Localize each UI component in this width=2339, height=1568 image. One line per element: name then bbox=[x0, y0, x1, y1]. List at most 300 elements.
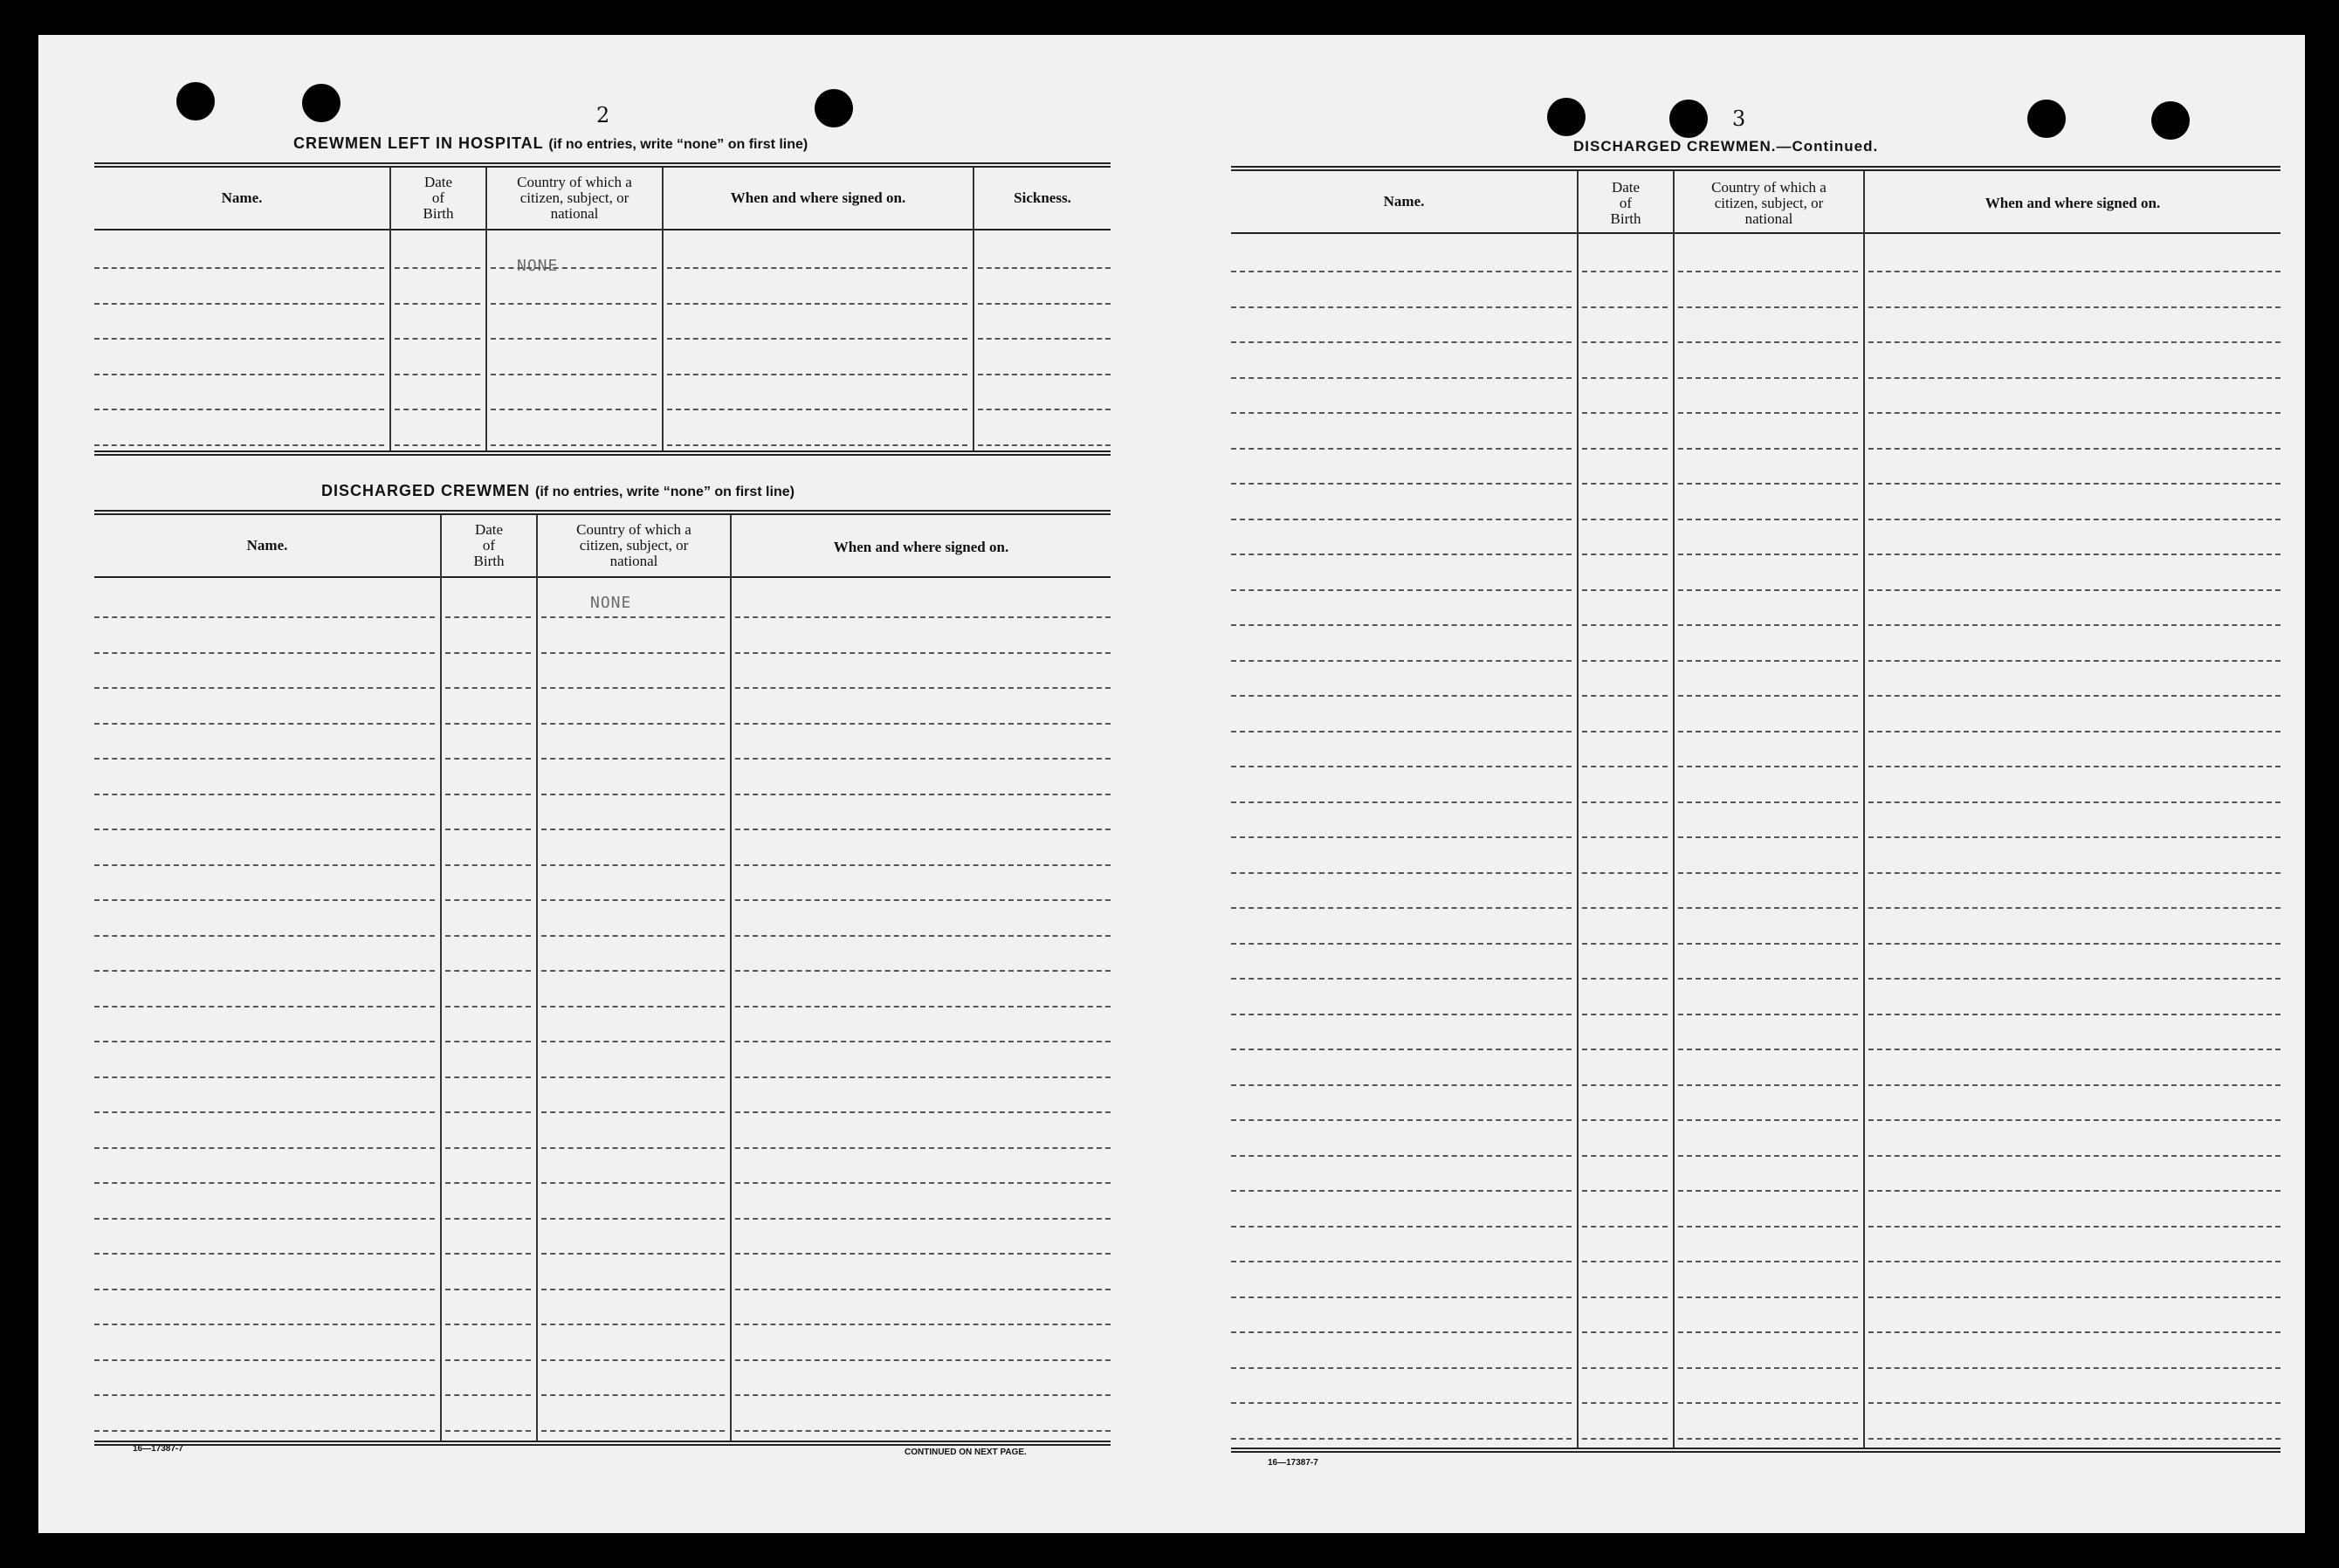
ruled-line bbox=[94, 970, 435, 972]
ruled-line bbox=[1582, 306, 1668, 308]
discharged-col-dob: Date of Birth bbox=[473, 521, 505, 569]
ruled-line bbox=[395, 444, 480, 446]
ruled-line bbox=[541, 1359, 725, 1361]
ruled-line bbox=[1868, 1084, 2281, 1086]
ruled-line bbox=[445, 1324, 531, 1325]
ruled-line bbox=[1868, 483, 2281, 485]
ruled-line bbox=[94, 616, 435, 618]
ruled-line bbox=[541, 1147, 725, 1149]
discharged-header-rule bbox=[94, 576, 1111, 578]
ruled-line bbox=[1678, 519, 1858, 520]
ruled-line bbox=[1868, 695, 2281, 697]
ruled-line bbox=[1678, 1190, 1858, 1192]
right-col-signed: When and where signed on. bbox=[1985, 195, 2161, 211]
ruled-line bbox=[1868, 907, 2281, 909]
ruled-line bbox=[1231, 1014, 1572, 1015]
ruled-line bbox=[1868, 1119, 2281, 1121]
ruled-line bbox=[1582, 1331, 1668, 1333]
ruled-line bbox=[1868, 1402, 2281, 1404]
ruled-line bbox=[1678, 1296, 1858, 1298]
ruled-line bbox=[1231, 341, 1572, 343]
ruled-line bbox=[735, 1076, 1111, 1078]
ruled-line bbox=[94, 1394, 435, 1396]
ruled-line bbox=[735, 758, 1111, 760]
ruled-line bbox=[94, 1076, 435, 1078]
ruled-line bbox=[541, 1182, 725, 1184]
ruled-line bbox=[445, 1076, 531, 1078]
ruled-line bbox=[1678, 660, 1858, 662]
left-page-number: 2 bbox=[596, 103, 610, 127]
ruled-line bbox=[94, 758, 435, 760]
right-col-country: Country of which a citizen, subject, or national bbox=[1711, 179, 1826, 227]
ruled-line bbox=[1678, 836, 1858, 838]
ruled-line bbox=[395, 409, 480, 410]
ruled-line bbox=[541, 1218, 725, 1220]
ruled-line bbox=[1678, 377, 1858, 379]
ruled-line bbox=[541, 1394, 725, 1396]
ruled-line bbox=[1582, 271, 1668, 272]
discharged-col-signed: When and where signed on. bbox=[833, 539, 1009, 555]
ruled-line bbox=[1868, 412, 2281, 414]
ruled-line bbox=[1231, 1261, 1572, 1262]
ruled-line bbox=[1678, 1261, 1858, 1262]
ruled-line bbox=[94, 723, 435, 725]
ruled-line bbox=[1582, 624, 1668, 626]
ruled-line bbox=[978, 409, 1111, 410]
right-page-number: 3 bbox=[1732, 107, 1746, 131]
ruled-line bbox=[735, 1324, 1111, 1325]
ruled-line bbox=[1582, 1049, 1668, 1050]
ruled-line bbox=[1231, 836, 1572, 838]
ruled-line bbox=[1678, 1438, 1858, 1440]
ruled-line bbox=[445, 1430, 531, 1432]
hospital-col-dob: Date of Birth bbox=[423, 174, 454, 222]
ruled-line bbox=[1868, 377, 2281, 379]
right-header-rule bbox=[1231, 232, 2281, 234]
ruled-line bbox=[445, 1111, 531, 1113]
ruled-line bbox=[1582, 1226, 1668, 1228]
ruled-line bbox=[978, 444, 1111, 446]
discharged-col-country: Country of which a citizen, subject, or national bbox=[576, 521, 691, 569]
ruled-line bbox=[1582, 519, 1668, 520]
ruled-line bbox=[735, 899, 1111, 901]
ruled-line bbox=[1678, 1049, 1858, 1050]
punch-hole bbox=[176, 82, 215, 120]
ruled-line bbox=[94, 864, 435, 866]
ruled-line bbox=[1678, 1155, 1858, 1157]
ruled-line bbox=[445, 616, 531, 618]
ruled-line bbox=[491, 338, 657, 340]
ruled-line bbox=[667, 444, 967, 446]
ruled-line bbox=[445, 829, 531, 830]
hospital-title-note: (if no entries, write “none” on first line) bbox=[548, 137, 808, 152]
ruled-line bbox=[1582, 978, 1668, 980]
ruled-line bbox=[94, 1111, 435, 1113]
ruled-line bbox=[445, 723, 531, 725]
ruled-line bbox=[1678, 766, 1858, 767]
ruled-line bbox=[1582, 554, 1668, 555]
ruled-line bbox=[541, 758, 725, 760]
ruled-line bbox=[1231, 1226, 1572, 1228]
ruled-line bbox=[1231, 271, 1572, 272]
ruled-line bbox=[94, 935, 435, 937]
ruled-line bbox=[667, 303, 967, 305]
ruled-line bbox=[735, 970, 1111, 972]
discharged-col-name: Name. bbox=[246, 537, 288, 554]
ruled-line bbox=[1231, 695, 1572, 697]
ruled-line bbox=[445, 1182, 531, 1184]
hospital-section-title bbox=[293, 134, 808, 153]
right-col-divider bbox=[1673, 171, 1675, 1448]
hospital-col-name: Name. bbox=[221, 189, 263, 206]
ruled-line bbox=[1868, 801, 2281, 803]
ruled-line bbox=[667, 409, 967, 410]
ruled-line bbox=[1231, 412, 1572, 414]
ruled-line bbox=[735, 1111, 1111, 1113]
ruled-line bbox=[1582, 801, 1668, 803]
ruled-line bbox=[978, 374, 1111, 375]
ruled-line bbox=[735, 1041, 1111, 1042]
ruled-line bbox=[1678, 306, 1858, 308]
ruled-line bbox=[1678, 731, 1858, 732]
discharged-title-note: (if no entries, write “none” on first line) bbox=[535, 485, 795, 499]
ruled-line bbox=[1678, 695, 1858, 697]
ruled-line bbox=[1868, 306, 2281, 308]
ruled-line bbox=[1231, 1155, 1572, 1157]
ruled-line bbox=[735, 1006, 1111, 1008]
right-section-title: DISCHARGED CREWMEN.—Continued. bbox=[1573, 138, 1879, 155]
ruled-line bbox=[1582, 448, 1668, 450]
punch-hole bbox=[2027, 100, 2066, 138]
ruled-line bbox=[94, 444, 384, 446]
ruled-line bbox=[735, 723, 1111, 725]
ruled-line bbox=[1231, 589, 1572, 591]
ruled-line bbox=[667, 374, 967, 375]
ruled-line bbox=[1868, 1261, 2281, 1262]
discharged-col-divider bbox=[440, 515, 442, 1441]
ruled-line bbox=[1678, 483, 1858, 485]
ruled-line bbox=[94, 1289, 435, 1290]
ruled-line bbox=[445, 758, 531, 760]
ruled-line bbox=[1231, 1119, 1572, 1121]
ruled-line bbox=[1868, 766, 2281, 767]
ruled-line bbox=[735, 1394, 1111, 1396]
ruled-line bbox=[1868, 448, 2281, 450]
ruled-line bbox=[735, 1430, 1111, 1432]
ruled-line bbox=[1231, 1296, 1572, 1298]
discharged-table-bottom-rule bbox=[94, 1441, 1111, 1446]
ruled-line bbox=[445, 794, 531, 795]
ruled-line bbox=[94, 1218, 435, 1220]
ruled-line bbox=[1868, 589, 2281, 591]
ruled-line bbox=[1582, 1402, 1668, 1404]
ruled-line bbox=[491, 303, 657, 305]
ruled-line bbox=[395, 267, 480, 269]
ruled-line bbox=[541, 829, 725, 830]
ruled-line bbox=[1582, 1261, 1668, 1262]
ruled-line bbox=[1868, 660, 2281, 662]
ruled-line bbox=[1582, 731, 1668, 732]
ruled-line bbox=[1678, 554, 1858, 555]
ruled-line bbox=[395, 338, 480, 340]
ruled-line bbox=[94, 267, 384, 269]
ruled-line bbox=[1678, 1367, 1858, 1369]
ruled-line bbox=[94, 794, 435, 795]
ruled-line bbox=[94, 829, 435, 830]
ruled-line bbox=[94, 1147, 435, 1149]
right-col-name: Name. bbox=[1383, 193, 1425, 210]
ruled-line bbox=[94, 374, 384, 375]
ruled-line bbox=[735, 1359, 1111, 1361]
ruled-line bbox=[1231, 907, 1572, 909]
ruled-line bbox=[1868, 624, 2281, 626]
ruled-line bbox=[667, 267, 967, 269]
ruled-line bbox=[735, 864, 1111, 866]
ruled-line bbox=[94, 652, 435, 654]
ruled-line bbox=[1868, 1190, 2281, 1192]
ruled-line bbox=[94, 303, 384, 305]
ruled-line bbox=[1231, 1331, 1572, 1333]
ruled-line bbox=[1868, 836, 2281, 838]
ruled-line bbox=[1582, 872, 1668, 874]
discharged-table-top-rule bbox=[94, 510, 1111, 515]
right-col-divider bbox=[1863, 171, 1865, 1448]
ruled-line bbox=[1678, 1402, 1858, 1404]
ruled-line bbox=[541, 1111, 725, 1113]
ruled-line bbox=[541, 899, 725, 901]
ruled-line bbox=[1231, 1402, 1572, 1404]
right-table-top-rule bbox=[1231, 166, 2281, 171]
ruled-line bbox=[735, 1182, 1111, 1184]
ruled-line bbox=[1868, 554, 2281, 555]
ruled-line bbox=[1231, 660, 1572, 662]
ruled-line bbox=[1582, 589, 1668, 591]
ruled-line bbox=[491, 267, 657, 269]
ruled-line bbox=[1868, 1014, 2281, 1015]
discharged-section-title bbox=[321, 482, 795, 500]
ruled-line bbox=[445, 935, 531, 937]
ruled-line bbox=[735, 1253, 1111, 1255]
ruled-line bbox=[1582, 1367, 1668, 1369]
ruled-line bbox=[94, 1041, 435, 1042]
hospital-col-sickness: Sickness. bbox=[1014, 189, 1071, 206]
ruled-line bbox=[1678, 1226, 1858, 1228]
ruled-line bbox=[541, 616, 725, 618]
punch-hole bbox=[2151, 101, 2190, 140]
ruled-line bbox=[1678, 448, 1858, 450]
right-table-bottom-rule bbox=[1231, 1448, 2281, 1453]
ruled-line bbox=[445, 1289, 531, 1290]
ruled-line bbox=[1868, 1049, 2281, 1050]
ruled-line bbox=[1678, 271, 1858, 272]
ruled-line bbox=[445, 1147, 531, 1149]
hospital-col-country: Country of which a citizen, subject, or national bbox=[517, 174, 632, 222]
ruled-line bbox=[1678, 978, 1858, 980]
ruled-line bbox=[1582, 766, 1668, 767]
ruled-line bbox=[1231, 554, 1572, 555]
left-form-number: 16—17387-7 bbox=[133, 1444, 183, 1454]
ruled-line bbox=[541, 1076, 725, 1078]
ruled-line bbox=[395, 303, 480, 305]
ruled-line bbox=[541, 1289, 725, 1290]
ruled-line bbox=[395, 374, 480, 375]
ruled-line bbox=[1582, 943, 1668, 945]
ruled-line bbox=[1231, 731, 1572, 732]
ruled-line bbox=[1582, 483, 1668, 485]
ruled-line bbox=[1582, 1084, 1668, 1086]
ruled-line bbox=[1231, 483, 1572, 485]
ruled-line bbox=[1678, 801, 1858, 803]
ruled-line bbox=[735, 616, 1111, 618]
right-form-number: 16—17387-7 bbox=[1268, 1458, 1318, 1468]
ruled-line bbox=[978, 303, 1111, 305]
ruled-line bbox=[541, 1041, 725, 1042]
hospital-table-top-rule bbox=[94, 162, 1111, 168]
hospital-none-entry: NONE bbox=[517, 257, 559, 275]
hospital-header-rule bbox=[94, 229, 1111, 230]
ruled-line bbox=[1582, 341, 1668, 343]
ruled-line bbox=[1678, 943, 1858, 945]
ruled-line bbox=[445, 687, 531, 689]
ruled-line bbox=[94, 1182, 435, 1184]
ruled-line bbox=[541, 723, 725, 725]
ruled-line bbox=[1678, 589, 1858, 591]
ruled-line bbox=[1582, 695, 1668, 697]
ruled-line bbox=[1231, 978, 1572, 980]
ruled-line bbox=[1582, 660, 1668, 662]
hospital-title-text: CREWMEN LEFT IN HOSPITAL bbox=[293, 134, 544, 152]
ruled-line bbox=[1231, 624, 1572, 626]
ruled-line bbox=[735, 652, 1111, 654]
ruled-line bbox=[1678, 1084, 1858, 1086]
ruled-line bbox=[1868, 1438, 2281, 1440]
ruled-line bbox=[978, 338, 1111, 340]
ruled-line bbox=[1231, 766, 1572, 767]
hospital-col-signed: When and where signed on. bbox=[730, 189, 906, 206]
ruled-line bbox=[94, 1006, 435, 1008]
ruled-line bbox=[94, 1253, 435, 1255]
ruled-line bbox=[1868, 978, 2281, 980]
ruled-line bbox=[1868, 271, 2281, 272]
punch-hole bbox=[302, 84, 341, 122]
ruled-line bbox=[1231, 1367, 1572, 1369]
ruled-line bbox=[1582, 377, 1668, 379]
ruled-line bbox=[541, 794, 725, 795]
ruled-line bbox=[1868, 943, 2281, 945]
ruled-line bbox=[1231, 801, 1572, 803]
ruled-line bbox=[94, 899, 435, 901]
ruled-line bbox=[1868, 1155, 2281, 1157]
ruled-line bbox=[1582, 1296, 1668, 1298]
ruled-line bbox=[541, 652, 725, 654]
ruled-line bbox=[445, 1218, 531, 1220]
ruled-line bbox=[1868, 1226, 2281, 1228]
ruled-line bbox=[541, 864, 725, 866]
ruled-line bbox=[1678, 1331, 1858, 1333]
ruled-line bbox=[1231, 1190, 1572, 1192]
right-col-dob: Date of Birth bbox=[1610, 179, 1641, 227]
ruled-line bbox=[735, 794, 1111, 795]
ruled-line bbox=[445, 1041, 531, 1042]
ruled-line bbox=[445, 864, 531, 866]
ruled-line bbox=[1678, 341, 1858, 343]
ruled-line bbox=[541, 687, 725, 689]
ruled-line bbox=[735, 1147, 1111, 1149]
ruled-line bbox=[445, 1006, 531, 1008]
ruled-line bbox=[1868, 1367, 2281, 1369]
ruled-line bbox=[1868, 341, 2281, 343]
ruled-line bbox=[978, 267, 1111, 269]
ruled-line bbox=[1582, 907, 1668, 909]
ruled-line bbox=[735, 687, 1111, 689]
ruled-line bbox=[1582, 412, 1668, 414]
ruled-line bbox=[541, 1006, 725, 1008]
ruled-line bbox=[94, 1324, 435, 1325]
discharged-title-text: DISCHARGED CREWMEN bbox=[321, 482, 531, 499]
discharged-col-divider bbox=[536, 515, 538, 1441]
ruled-line bbox=[491, 374, 657, 375]
ruled-line bbox=[1231, 377, 1572, 379]
ruled-line bbox=[445, 970, 531, 972]
continued-note: CONTINUED ON NEXT PAGE. bbox=[905, 1448, 1027, 1457]
punch-hole bbox=[1669, 100, 1708, 138]
ruled-line bbox=[1231, 306, 1572, 308]
ruled-line bbox=[541, 970, 725, 972]
ruled-line bbox=[667, 338, 967, 340]
discharged-col-divider bbox=[730, 515, 732, 1441]
ruled-line bbox=[1231, 872, 1572, 874]
ruled-line bbox=[1678, 624, 1858, 626]
ruled-line bbox=[541, 1253, 725, 1255]
ruled-line bbox=[1868, 872, 2281, 874]
ruled-line bbox=[445, 1253, 531, 1255]
ruled-line bbox=[541, 1430, 725, 1432]
ruled-line bbox=[1868, 1296, 2281, 1298]
ruled-line bbox=[1582, 836, 1668, 838]
ruled-line bbox=[1678, 412, 1858, 414]
ruled-line bbox=[1231, 943, 1572, 945]
ruled-line bbox=[445, 1359, 531, 1361]
ruled-line bbox=[1678, 872, 1858, 874]
ruled-line bbox=[1678, 907, 1858, 909]
ruled-line bbox=[94, 338, 384, 340]
ruled-line bbox=[445, 652, 531, 654]
ruled-line bbox=[541, 935, 725, 937]
ruled-line bbox=[735, 829, 1111, 830]
ruled-line bbox=[1231, 1438, 1572, 1440]
ruled-line bbox=[1231, 1084, 1572, 1086]
document-page-spread bbox=[38, 35, 2305, 1533]
ruled-line bbox=[1868, 731, 2281, 732]
ruled-line bbox=[1231, 1049, 1572, 1050]
ruled-line bbox=[1678, 1119, 1858, 1121]
ruled-line bbox=[94, 1359, 435, 1361]
ruled-line bbox=[1678, 1014, 1858, 1015]
ruled-line bbox=[541, 1324, 725, 1325]
punch-hole bbox=[815, 89, 853, 127]
hospital-col-divider bbox=[662, 168, 664, 450]
ruled-line bbox=[1582, 1438, 1668, 1440]
ruled-line bbox=[1231, 448, 1572, 450]
ruled-line bbox=[1582, 1119, 1668, 1121]
ruled-line bbox=[445, 1394, 531, 1396]
punch-hole bbox=[1547, 98, 1586, 136]
hospital-table-bottom-rule bbox=[94, 450, 1111, 456]
right-col-divider bbox=[1577, 171, 1579, 1448]
ruled-line bbox=[1868, 519, 2281, 520]
ruled-line bbox=[1582, 1190, 1668, 1192]
ruled-line bbox=[1582, 1014, 1668, 1015]
